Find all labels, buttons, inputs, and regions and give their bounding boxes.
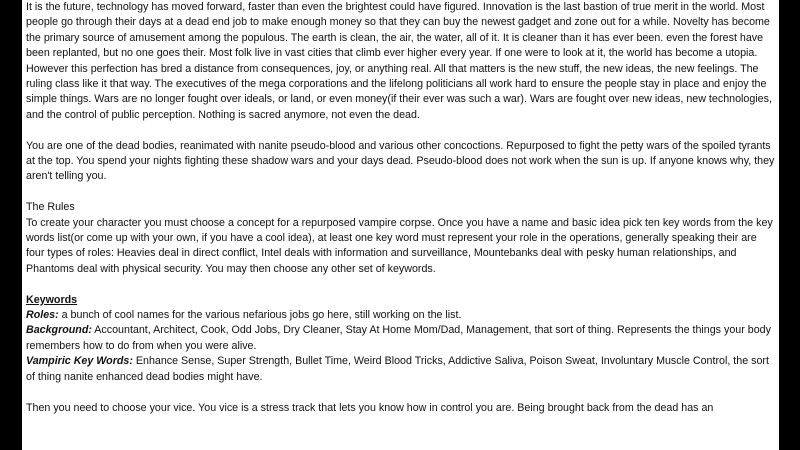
- vice-paragraph: Then you need to choose your vice. You vice is a stress track that lets you know how in control you are. Being brought back from the dead has an: [26, 401, 714, 414]
- document-body: [26, 0, 775, 416]
- roles-text: a bunch of cool names for the various nefarious jobs go here, still working on the list.: [58, 309, 462, 322]
- keywords-roles: [26, 308, 775, 323]
- document-page: [22, 0, 779, 450]
- keywords-heading: Keywords: [26, 293, 78, 306]
- rules-paragraph: To create your character you must choose a concept for a repurposed vampire corpse. Once you have a name and basic idea pick ten key words from the key words list(or come up with your own, if you have a cool idea), at least one key word must represent your role in the operations, generally speaking their are four types of roles: Heavies deal in direct conflict, Intel deals with information and surveillance, Mountebanks deal with pesky human relationships, and Phantoms deal with physical security. You may then choose any other set of keywords.: [26, 216, 773, 275]
- keywords-vampiric: [26, 354, 775, 385]
- intro-paragraph-2: You are one of the dead bodies, reanimated with nanite pseudo-blood and various other concoctions. Repurposed to fight the petty wars of the spoiled tyrants at the top. You spend your nights fighting these shadow wars and your days dead. Pseudo-blood does not work when the sun is up. If anyone knows why, they aren't telling you.: [26, 139, 775, 183]
- background-text: Accountant, Architect, Cook, Odd Jobs, Dry Cleaner, Stay At Home Mom/Dad, Management, that sort of thing. Represents the things your body remembers how to do from when you were alive.: [26, 324, 771, 352]
- background-label: Background:: [26, 324, 92, 337]
- roles-label: Roles:: [26, 309, 59, 322]
- keywords-background: [26, 323, 775, 354]
- rules-heading: The Rules: [26, 201, 75, 214]
- vampiric-text: Enhance Sense, Super Strength, Bullet Time, Weird Blood Tricks, Addictive Saliva, Poison Sweat, Involuntary Muscle Control, the sort of thing nanite enhanced dead bodies might have.: [26, 355, 769, 383]
- vampiric-label: Vampiric Key Words:: [26, 355, 133, 368]
- intro-paragraph-1: It is the future, technology has moved forward, faster than even the brightest could have figured. Innovation is the last bastion of true merit in the world. Most people go through their days at a dead end job to make enough money so that they can buy the newest gadget and zone out for a while. Novelty has become the primary source of amusement among the populous. The earth is clean, the air, the water, all of it. It is cleaner than it has ever been. even the forest have been replanted, but no one goes their. Most folk live in vast cities that climb ever higher every year. If one were to look at it, the world has become a utopia. However this perfection has bred a distance from consequences, joy, or anything real. All that matters is the new stuff, the new ideas, the new feelings. The ruling class like it that way. The executives of the mega corporations and the lifelong politicians all work hard to ensure the people stay in place and enjoy the simple things. Wars are no longer fought over ideals, or land, or even money(if their ever was such a war). Wars are fought over new ideas, new technologies, and the control of public perception. Nothing is sacred anymore, not even the dead.: [26, 1, 772, 121]
